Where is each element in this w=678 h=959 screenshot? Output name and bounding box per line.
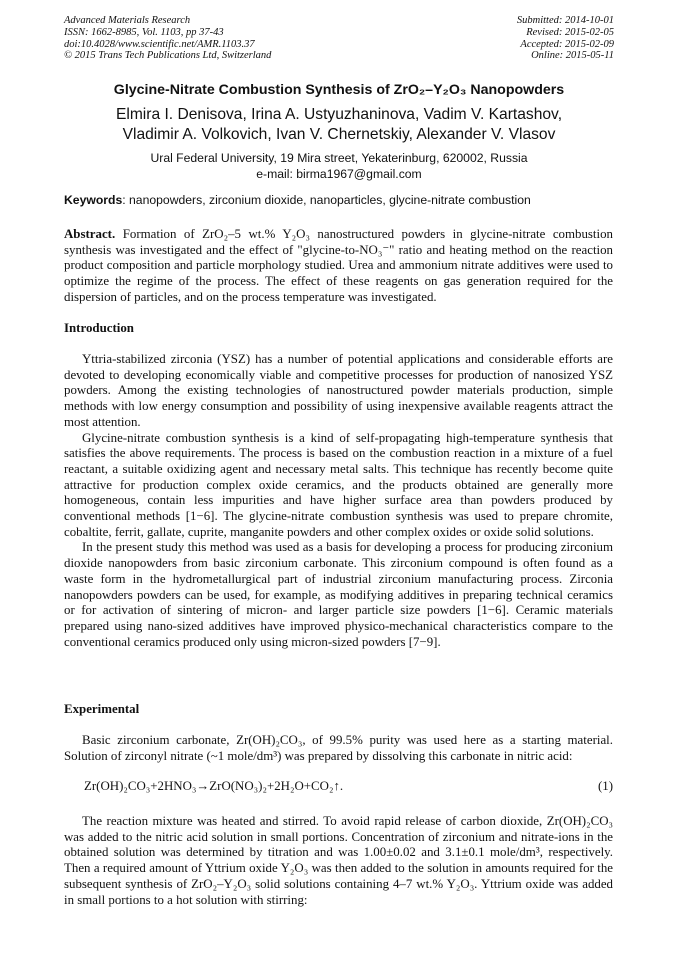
authors-line-1: Elmira I. Denisova, Irina A. Ustyuzhaninova, Vadim V. Kartashov,	[115, 106, 563, 123]
section-heading-experimental: Experimental	[64, 702, 140, 716]
introduction-paragraph-2: Glycine-nitrate combustion synthesis is a kind of self-propagating high-temperature synthesis that satisfies the above requirements. The process is based on the combustion reaction in a mixture of a fuel reactant, a suitable oxidizing agent and necessary metal salts. This technique has recently become quite attractive for production complex oxide ceramics, and the products obtained are generally more homogeneous, contain less impurities and have higher surface area than powders produced by conventional methods [1−6]. The glycine-nitrate combustion synthesis was used to prepare chromite, cobaltite, ferrit, gallate, cuprite, manganite powders and other complex oxides or oxide solid solutions.	[64, 430, 613, 539]
journal-info	[64, 15, 271, 62]
equation-1	[84, 779, 613, 795]
experimental-text-1: Basic zirconium carbonate, Zr(OH)₂CO₃, of 99.5% purity was used here as a starting material. Solution of zirconyl nitrate (~1 mole/dm³) was prepared by dissolving this carbonate in nitric acid:	[64, 733, 613, 763]
journal-name: Advanced Materials Research	[64, 15, 191, 26]
experimental-paragraph-1	[64, 733, 613, 764]
abstract	[64, 227, 613, 306]
experimental-text-2: The reaction mixture was heated and stirred. To avoid rapid release of carbon dioxide, Zr(OH)₂CO₃ was added to the nitric acid solution in small portions. Concentration of zirconium and nitrate-ions in the obtained solution was determined by titration and was 1.00±0.02 and 3.1±0.1 mole/dm³, respectively. Then a required amount of Yttrium oxide Y₂O₃ was then added to the solution in amounts required for the subsequent synthesis of ZrO₂–Y₂O₃ solid solutions containing 4–7 wt.% Y₂O₃. Yttrium oxide was added in small portions to a hot solution with stirring:	[64, 814, 613, 907]
publication-dates	[517, 15, 614, 62]
equation-number: (1)	[597, 779, 613, 793]
section-heading-introduction: Introduction	[64, 321, 134, 335]
date-revised: Revised: 2015-02-05	[526, 26, 614, 38]
author-list	[40, 105, 638, 145]
contact-email[interactable]: e-mail: birma1967@gmail.com	[256, 166, 422, 181]
abstract-label: Abstract.	[64, 227, 116, 241]
keywords-text: : nanopowders, zirconium dioxide, nanoparticles, glycine-nitrate combustion	[122, 193, 531, 207]
journal-copyright: © 2015 Trans Tech Publications Ltd, Switzerland	[64, 50, 272, 62]
journal-doi[interactable]: doi:10.4028/www.scientific.net/AMR.1103.37	[64, 38, 255, 50]
affiliation-block	[40, 151, 638, 182]
date-submitted: Submitted: 2014-10-01	[516, 15, 614, 26]
paper-title: Glycine-Nitrate Combustion Synthesis of ZrO₂–Y₂O₃ Nanopowders	[113, 82, 565, 98]
experimental-paragraph-2	[64, 814, 613, 908]
date-accepted: Accepted: 2015-02-09	[520, 38, 614, 50]
date-online: Online: 2015-05-11	[531, 50, 614, 62]
abstract-text: Formation of ZrO₂–5 wt.% Y₂O₃ nanostructured powders in glycine-nitrate combustion synthesis was investigated and the effect of "glycine-to-NO₃⁻" ratio and heating method on the reaction product composition and particle morphology studied. Urea and ammonium nitrate additives were used to optimize the regime of the process. The effect of these reagents on gas generation required for the dispersion of particles, and on the process temperature was investigated.	[64, 227, 613, 304]
equation-text: Zr(OH)₂CO₃+2HNO₃→ZrO(NO₃)₂+2H₂O+CO₂↑.	[84, 779, 344, 793]
keywords	[64, 193, 616, 207]
introduction-paragraph-3: In the present study this method was used as a basis for developing a process for producing zirconium dioxide nanopowders from basic zirconium carbonate. This zirconium compound is often found as a waste form in the hydrometallurgical part of industrial zirconium manufacturing process. Zirconia nanopowders powders can be used, for example, as modifying additives in preparing technical ceramics or for activation of sintering of micron- and larger particle size powders [1−6]. Ceramic materials prepared using nano-sized additives have improved physico-mechanical characteristics compare to the conventional ceramics produced only using micron-sized powders [7−9].	[64, 540, 613, 649]
journal-issn: ISSN: 1662-8985, Vol. 1103, pp 37-43	[64, 26, 224, 38]
authors-line-2: Vladimir A. Volkovich, Ivan V. Chernetskiy, Alexander V. Vlasov	[122, 126, 556, 143]
keywords-label: Keywords	[64, 193, 123, 207]
introduction-body	[64, 352, 613, 650]
introduction-paragraph-1: Yttria-stabilized zirconia (YSZ) has a number of potential applications and considerable efforts are devoted to developing economically viable and competitive processes for production of nanosized YSZ powders. Among the existing technologies of nanostructured powder materials production, simple methods with low energy consumption and possibility of using inexpensive available reagents attract the most attention.	[64, 352, 613, 429]
affiliation: Ural Federal University, 19 Mira street, Yekaterinburg, 620002, Russia	[150, 151, 528, 165]
